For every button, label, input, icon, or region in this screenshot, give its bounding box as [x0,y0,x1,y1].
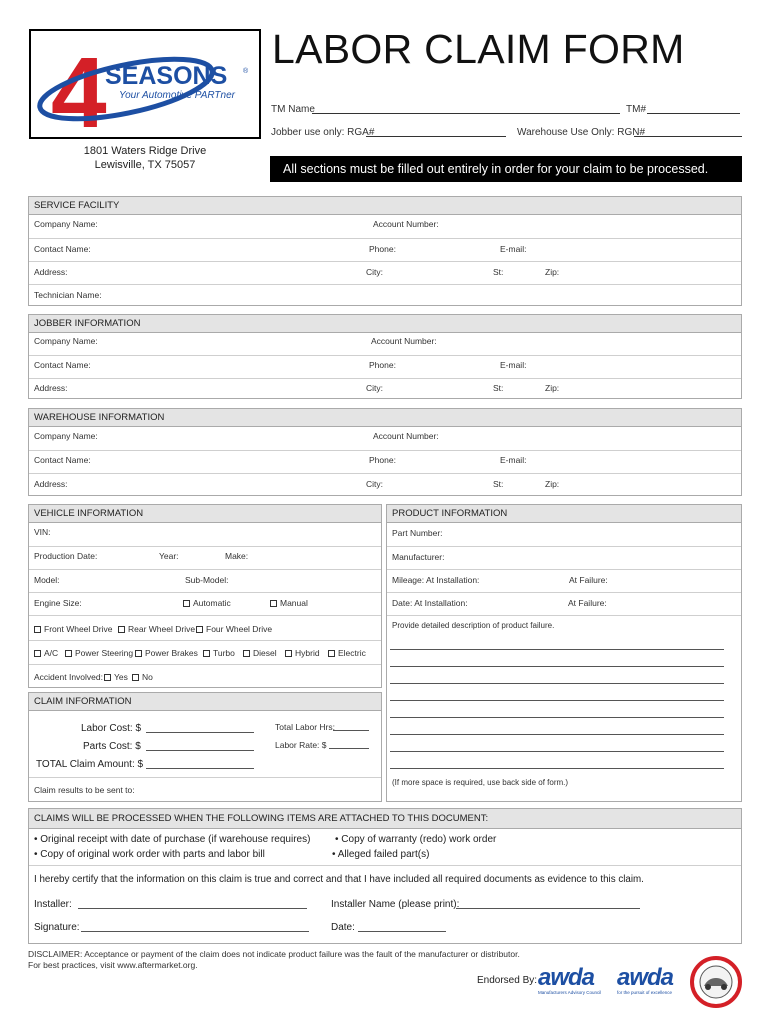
product-row-part[interactable] [387,523,741,546]
signature-field[interactable] [81,931,309,932]
jobber-email-label: E-mail: [500,360,527,370]
accident-label: Accident Involved: [34,672,103,682]
four-seasons-logo [31,31,259,137]
mileage-install-label: Mileage: At Installation: [392,575,480,585]
front-wheel-option[interactable] [34,624,113,634]
jobber-phone-label: Phone: [369,360,396,370]
automatic-label: Automatic [193,598,231,608]
description-line[interactable] [390,683,724,684]
description-line[interactable] [390,649,724,650]
labor-cost-field[interactable] [146,732,254,733]
jobber-row-address[interactable] [29,378,741,399]
date-install-label: Date: At Installation: [392,598,468,608]
mileage-failure-label: At Failure: [569,575,608,585]
company-address [29,144,261,172]
more-space-note: (If more space is required, use back side of form.) [392,778,569,787]
service-account-label: Account Number: [373,219,439,229]
description-line[interactable] [390,717,724,718]
power-steering-option[interactable] [65,648,133,658]
part-number-label: Part Number: [392,528,443,538]
manual-label: Manual [280,598,308,608]
vehicle-row-drive [29,615,381,640]
endorsed-by-label: Endorsed By: [477,975,538,986]
warehouse-account-label: Account Number: [373,431,439,441]
warehouse-address-label: Address: [34,479,68,489]
tm-name-label: TM Name [271,104,315,115]
certification-area [29,865,741,944]
vehicle-row-production[interactable] [29,546,381,569]
installer-name-field[interactable] [456,908,640,909]
accident-no-label: No [142,672,153,682]
product-section [386,504,742,802]
manufacturer-label: Manufacturer: [392,552,445,562]
service-row-technician[interactable] [29,284,741,306]
total-hrs-field[interactable] [333,730,369,731]
jobber-section [28,314,742,399]
vehicle-row-options [29,640,381,664]
requirement-item: • Original receipt with date of purchase (if warehouse requires) [34,834,311,845]
jobber-row-company[interactable] [29,333,741,355]
jobber-st-label: St: [493,383,504,393]
endorsement-seal-icon [690,956,742,1008]
awda-excellence-subtitle: for the pursuit of excellence [617,990,673,995]
ac-option[interactable] [34,648,58,658]
service-facility-title: SERVICE FACILITY [29,197,741,215]
warehouse-city-label: City: [366,479,383,489]
jobber-rga-field[interactable] [366,127,506,137]
date-failure-label: At Failure: [568,598,607,608]
hybrid-checkbox[interactable] [285,650,292,657]
requirement-item: • Copy of warranty (redo) work order [335,834,497,845]
accident-yes-label: Yes [114,672,128,682]
vehicle-vin-label: VIN: [34,527,51,537]
tm-name-field[interactable] [312,104,620,114]
diesel-checkbox[interactable] [243,650,250,657]
awda-council-subtitle: Manufacturers Advisory Council [538,990,602,995]
ac-checkbox[interactable] [34,650,41,657]
description-line[interactable] [390,700,724,701]
service-city-label: City: [366,267,383,277]
rear-wheel-checkbox[interactable] [118,626,125,633]
jobber-title: JOBBER INFORMATION [29,315,741,333]
logo-brand: SEASONS [105,62,228,90]
disclaimer: DISCLAIMER: Acceptance or payment of the claim does not indicate product failure was the fault of the manufacturer or distributor. [28,949,520,959]
installer-label: Installer: [34,899,72,910]
best-practices-note: For best practices, visit www.aftermarket.org. [28,960,198,970]
diesel-option[interactable] [243,648,277,658]
claim-title: CLAIM INFORMATION [29,693,381,711]
description-line[interactable] [390,751,724,752]
warehouse-row-company[interactable] [29,427,741,450]
claim-section [28,692,382,802]
electric-option[interactable] [328,648,366,658]
vehicle-row-accident [29,664,381,688]
logo-number: 4 [51,37,107,137]
labor-rate-label: Labor Rate: $ [275,740,327,750]
electric-checkbox[interactable] [328,650,335,657]
four-wheel-label: Four Wheel Drive [206,624,273,634]
power-brakes-option[interactable] [135,648,198,658]
accident-yes-checkbox[interactable] [104,674,111,681]
jobber-account-label: Account Number: [371,336,437,346]
warehouse-section [28,408,742,496]
tm-number-field[interactable] [647,104,740,114]
four-wheel-checkbox[interactable] [196,626,203,633]
results-to-label: Claim results to be sent to: [34,785,135,795]
service-st-label: St: [493,267,504,277]
warehouse-zip-label: Zip: [545,479,560,489]
requirement-item: • Copy of original work order with parts and labor bill [34,849,265,860]
description-line[interactable] [390,734,724,735]
front-wheel-label: Front Wheel Drive [44,624,113,634]
turbo-label: Turbo [213,648,235,658]
date-label: Date: [331,922,355,933]
vehicle-make-label: Make: [225,551,249,561]
logo-registered: ® [243,68,249,75]
total-hrs-label: Total Labor Hrs: [275,722,335,732]
vehicle-model-label: Model: [34,575,60,585]
page-title: LABOR CLAIM FORM [272,26,685,72]
power-brakes-checkbox[interactable] [135,650,142,657]
hybrid-option[interactable] [285,648,320,658]
product-row-date[interactable] [387,592,741,615]
vehicle-production-date-label: Production Date: [34,551,98,561]
requirements-section [28,808,742,944]
warehouse-phone-label: Phone: [369,455,396,465]
warehouse-rgn-label: Warehouse Use Only: RGN# [517,127,646,138]
installer-field[interactable] [78,908,307,909]
labor-rate-field[interactable] [329,748,369,749]
awda-council-logo [538,966,602,1000]
vehicle-title: VEHICLE INFORMATION [29,505,381,523]
service-phone-label: Phone: [369,244,396,254]
power-steering-checkbox[interactable] [65,650,72,657]
vehicle-row-vin[interactable] [29,523,381,546]
total-claim-label: TOTAL Claim Amount: $ [36,759,144,770]
total-claim-field[interactable] [146,768,254,769]
rear-wheel-label: Rear Wheel Drive [128,624,196,634]
address-line1: 1801 Waters Ridge Drive [83,145,207,157]
four-wheel-option[interactable] [196,624,272,634]
hybrid-label: Hybrid [295,648,320,658]
warehouse-rgn-field[interactable] [634,127,742,137]
service-email-label: E-mail: [500,244,527,254]
product-title: PRODUCT INFORMATION [387,505,741,523]
front-wheel-checkbox[interactable] [34,626,41,633]
vehicle-engine-size-label: Engine Size: [34,598,82,608]
product-description-area[interactable] [387,615,741,802]
transmission-automatic-option[interactable] [183,598,231,608]
service-technician-label: Technician Name: [34,290,102,300]
logo-tagline: Your Automotive PARTner [119,90,235,101]
jobber-address-label: Address: [34,383,68,393]
power-brakes-label: Power Brakes [145,648,198,658]
parts-cost-field[interactable] [146,750,254,751]
service-address-label: Address: [34,267,68,277]
diesel-label: Diesel [253,648,277,658]
awda-council-wordmark: awda [538,964,595,991]
manual-checkbox[interactable] [270,600,277,607]
description-line[interactable] [390,666,724,667]
warehouse-title: WAREHOUSE INFORMATION [29,409,741,427]
vehicle-row-engine[interactable] [29,592,381,615]
service-facility-section [28,196,742,306]
jobber-zip-label: Zip: [545,383,560,393]
claim-row-results[interactable] [29,777,381,802]
description-line[interactable] [390,768,724,769]
service-row-company[interactable] [29,215,741,238]
installer-name-label: Installer Name (please print): [331,899,460,910]
electric-label: Electric [338,648,366,658]
jobber-row-contact[interactable] [29,355,741,378]
service-company-label: Company Name: [34,219,98,229]
date-field[interactable] [358,931,446,932]
warehouse-row-contact[interactable] [29,450,741,473]
jobber-contact-label: Contact Name: [34,360,91,370]
service-contact-label: Contact Name: [34,244,91,254]
vehicle-row-model[interactable] [29,569,381,592]
awda-excellence-logo [617,966,679,1000]
vehicle-sub-model-label: Sub-Model: [185,575,229,585]
accident-no-option[interactable] [132,672,153,682]
jobber-city-label: City: [366,383,383,393]
accident-yes-option[interactable] [104,672,128,682]
turbo-checkbox[interactable] [203,650,210,657]
service-row-contact[interactable] [29,238,741,261]
signature-label: Signature: [34,922,80,933]
vehicle-section [28,504,382,688]
transmission-manual-option[interactable] [270,598,308,608]
warehouse-email-label: E-mail: [500,455,527,465]
vehicle-year-label: Year: [159,551,179,561]
service-zip-label: Zip: [545,267,560,277]
warehouse-contact-label: Contact Name: [34,455,91,465]
awda-excellence-wordmark: awda [617,964,674,991]
product-row-manufacturer[interactable] [387,546,741,569]
describe-failure-label: Provide detailed description of product failure. [392,621,555,630]
warehouse-company-label: Company Name: [34,431,98,441]
tm-number-label: TM# [626,104,646,115]
requirement-item: • Alleged failed part(s) [332,849,430,860]
jobber-company-label: Company Name: [34,336,98,346]
instruction-banner: All sections must be filled out entirely in order for your claim to be processed. [270,156,742,182]
power-steering-label: Power Steering [75,648,134,658]
automatic-checkbox[interactable] [183,600,190,607]
product-row-mileage[interactable] [387,569,741,592]
certify-statement: I hereby certify that the information on this claim is true and correct and that I have included all required documents as evidence to this claim. [34,874,644,885]
rear-wheel-option[interactable] [118,624,195,634]
requirements-title: CLAIMS WILL BE PROCESSED WHEN THE FOLLOWING ITEMS ARE ATTACHED TO THIS DOCUMENT: [29,809,741,829]
address-line2: Lewisville, TX 75057 [94,159,196,171]
accident-no-checkbox[interactable] [132,674,139,681]
warehouse-row-address[interactable] [29,473,741,496]
service-row-address[interactable] [29,261,741,284]
parts-cost-label: Parts Cost: $ [83,741,141,752]
warehouse-st-label: St: [493,479,504,489]
turbo-option[interactable] [203,648,235,658]
jobber-rga-label: Jobber use only: RGA# [271,127,375,138]
labor-cost-label: Labor Cost: $ [81,723,142,734]
logo [29,29,261,139]
ac-label: A/C [44,648,59,658]
